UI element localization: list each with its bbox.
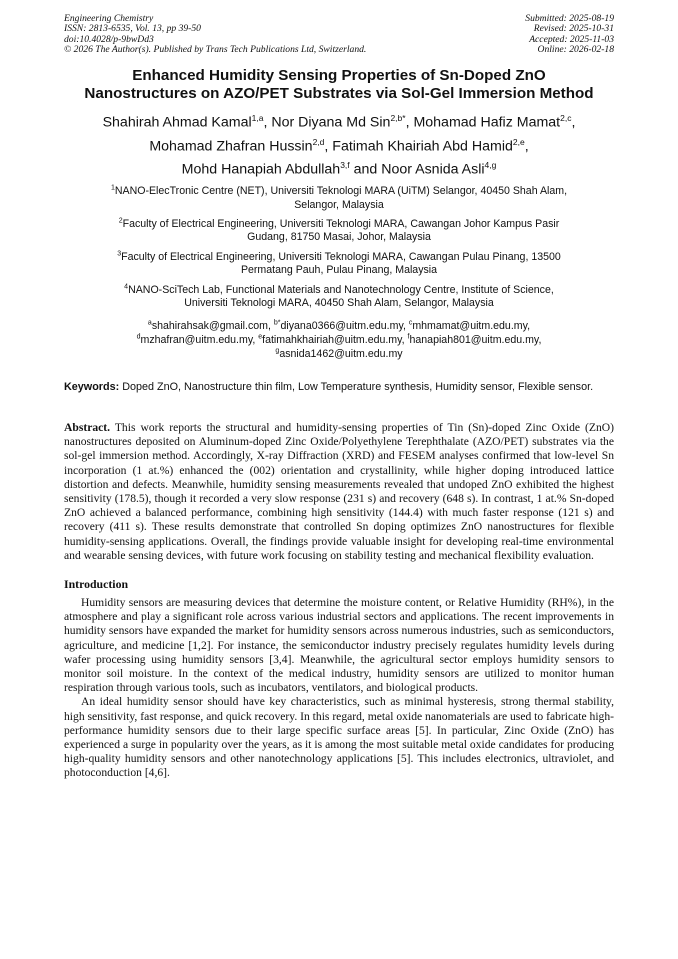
issn-line: ISSN: 2813-6535, Vol. 13, pp 39-50	[64, 23, 201, 35]
email-separator: ,	[401, 334, 408, 347]
doi-line[interactable]: doi:10.4028/p-9bwDd3	[64, 33, 154, 45]
email-separator: ,	[402, 320, 409, 333]
online-date: Online: 2026-02-18	[537, 44, 614, 56]
email-address[interactable]: mzhafran@uitm.edu.my	[140, 334, 253, 347]
email-address[interactable]: fatimahkhairiah@uitm.edu.my	[262, 334, 402, 347]
accepted-date: Accepted: 2025-11-03	[529, 33, 614, 45]
author-separator: ,	[263, 115, 272, 132]
author-separator: and	[349, 161, 382, 178]
author-affil-mark: 2,d	[312, 136, 325, 147]
affiliation-text: Faculty of Electrical Engineering, Universiti Teknologi MARA, Cawangan Pulau Pinang, 13500	[121, 250, 561, 263]
abstract-section	[64, 421, 614, 563]
affiliation-line	[64, 218, 614, 231]
paper-title-line: Nanostructures on AZO/PET Substrates via Sol-Gel Immersion Method	[84, 85, 594, 103]
email-mark: f	[407, 333, 410, 341]
paper-title-line: Enhanced Humidity Sensing Properties of Sn-Doped ZnO	[132, 66, 546, 84]
affiliation-mark: 2	[118, 217, 123, 225]
email-mark: e	[258, 333, 263, 341]
affiliation-mark: 3	[117, 250, 122, 258]
affiliation-text: NANO-ElecTronic Centre (NET), Universiti Teknologi MARA (UiTM) Selangor, 40450 Shah Alam,	[114, 185, 568, 198]
email-separator: ,	[267, 320, 274, 333]
author-name: Fatimah Khairiah Abd Hamid	[332, 138, 513, 155]
affiliation-line: Universiti Teknologi MARA, 40450 Shah Alam, Selangor, Malaysia	[184, 296, 494, 309]
email-address[interactable]: shahirahsak@gmail.com	[151, 320, 268, 333]
abstract-label: Abstract.	[64, 420, 111, 434]
affiliation-line	[64, 185, 614, 198]
email-line	[64, 347, 614, 361]
email-separator: ,	[252, 334, 259, 347]
affiliation-4	[64, 284, 614, 311]
affiliation-1	[64, 185, 614, 212]
keywords-label: Keywords:	[64, 381, 120, 394]
author-separator: ,	[571, 115, 576, 132]
journal-name: Engineering Chemistry	[64, 13, 154, 24]
affiliation-line: Gudang, 81750 Masai, Johor, Malaysia	[247, 231, 431, 244]
abstract-text: This work reports the structural and humidity-sensing properties of Tin (Sn)-doped Zinc Oxide (ZnO) nanostructures deposited on Aluminum-doped Zinc Oxide/Polyethylene Terephthalate (AZO/PET) substrates via the sol-gel immersion method. Accordingly, X-ray Diffraction (XRD) and FESEM analyses confirmed that low-level Sn incorporation (1 at.%) enhanced the (002) orientation and crystallinity, while higher doping introduced lattice distortion and defects. Meanwhile, humidity sensing measurements revealed that undoped ZnO exhibited the highest sensitivity (178.5), though it recorded a very slow response (231 s) and recovery (648 s). In contrast, 1 at.% Sn-doped ZnO achieved a balanced performance, combining high sensitivity (144.4) with much faster response (121 s) and recovery (411 s). These results demonstrate that controlled Sn doping optimizes ZnO nanostructures for flexible humidity-sensing applications. Overall, the findings provide valuable insight for developing real-time environmental and wearable sensing devices, with future work focusing on stability testing and mechanical flexibility evaluation.	[64, 420, 614, 562]
email-address[interactable]: diyana0366@uitm.edu.my	[280, 320, 403, 333]
submitted-date: Submitted: 2025-08-19	[525, 13, 614, 24]
keywords-section	[64, 381, 614, 395]
author-name: Mohamad Hafiz Mamat	[413, 115, 561, 132]
paper-title	[64, 67, 614, 104]
affiliation-mark: 1	[110, 184, 115, 192]
author-affil-mark: 2,c	[560, 113, 572, 124]
email-mark: d	[136, 333, 141, 341]
author-line	[64, 156, 614, 179]
author-affil-mark: 2,b*	[390, 113, 406, 124]
author-name: Nor Diyana Md Sin	[271, 115, 391, 132]
email-address[interactable]: hanapiah801@uitm.edu.my	[409, 334, 539, 347]
affiliation-mark: 4	[124, 283, 129, 291]
author-name: Shahirah Ahmad Kamal	[102, 115, 252, 132]
email-mark: g	[275, 347, 280, 355]
section-heading-introduction: Introduction	[64, 577, 129, 592]
author-affil-mark: 3,f	[340, 159, 350, 170]
author-affil-mark: 2,e	[512, 136, 525, 147]
journal-header	[64, 14, 614, 56]
copyright-line: © 2026 The Author(s). Published by Trans Tech Publications Ltd, Switzerland.	[64, 44, 367, 56]
author-line	[64, 133, 614, 156]
author-name: Mohamad Zhafran Hussin	[149, 138, 313, 155]
email-mark: a	[147, 319, 152, 327]
affiliation-line: Permatang Pauh, Pulau Pinang, Malaysia	[240, 264, 438, 277]
email-address[interactable]: mhmamat@uitm.edu.my	[412, 320, 528, 333]
email-line	[64, 333, 614, 347]
author-line	[64, 109, 614, 132]
keywords-text: Doped ZnO, Nanostructure thin film, Low Temperature synthesis, Humidity sensor, Flexible sensor.	[119, 381, 594, 394]
affiliation-line	[64, 284, 614, 297]
email-line	[64, 319, 614, 333]
author-affil-mark: 1,a	[251, 113, 264, 124]
affiliation-text: NANO-SciTech Lab, Functional Materials and Nanotechnology Centre, Institute of Science,	[128, 283, 554, 296]
author-separator: ,	[524, 138, 529, 155]
author-name: Mohd Hanapiah Abdullah	[181, 161, 341, 178]
email-mark: c	[408, 319, 413, 327]
author-separator: ,	[405, 115, 414, 132]
affiliation-2	[64, 218, 614, 245]
body-paragraph: An ideal humidity sensor should have key characteristics, such as minimal hysteresis, strong thermal stability, high sensitivity, fast response, and quick recovery. In this regard, metal oxide nanomaterials are used to fabricate high-performance humidity sensors due to their large specific surface areas [5]. In particular, Zinc Oxide (ZnO) has experienced a surge in popularity over the years, as it is among the most suitable metal oxide candidates for producing high-quality humidity sensors and other nanotechnology applications [5]. This includes electronics, ultraviolet, and photoconduction [4,6].	[64, 695, 614, 780]
affiliation-3	[64, 251, 614, 278]
email-mark: b*	[273, 319, 281, 327]
body-paragraph: Humidity sensors are measuring devices that determine the moisture content, or Relative Humidity (RH%), in the atmosphere and play a significant role across various industrial sectors and applications. The recent improvements in humidity sensors have expanded the market for humidity sensors across numerous industries, such as semiconductors, agriculture, and medicine [1,2]. For instance, the semiconductor industry precisely regulates humidity levels during wafer processing using humidity sensors [3,4]. Meanwhile, the agricultural sector employs humidity sensors to monitor soil moisture. In the context of the medical industry, humidity sensors are utilized to monitor human respiration through various tools, such as incubators, ventilators, and biological products.	[64, 596, 614, 695]
affiliation-text: Faculty of Electrical Engineering, Universiti Teknologi MARA, Cawangan Johor Kampus Pasir	[122, 217, 560, 230]
email-list	[64, 319, 614, 361]
email-address[interactable]: asnida1462@uitm.edu.my	[279, 348, 403, 361]
email-separator: ,	[527, 320, 531, 333]
author-separator: ,	[324, 138, 333, 155]
affiliation-line: Selangor, Malaysia	[294, 198, 384, 211]
submission-dates	[525, 14, 614, 56]
journal-info	[64, 14, 366, 56]
author-list	[64, 109, 614, 179]
affiliation-line	[64, 251, 614, 264]
author-affil-mark: 4,g	[484, 159, 497, 170]
author-name: Noor Asnida Asli	[381, 161, 485, 178]
revised-date: Revised: 2025-10-31	[533, 23, 614, 35]
email-separator: ,	[538, 334, 542, 347]
